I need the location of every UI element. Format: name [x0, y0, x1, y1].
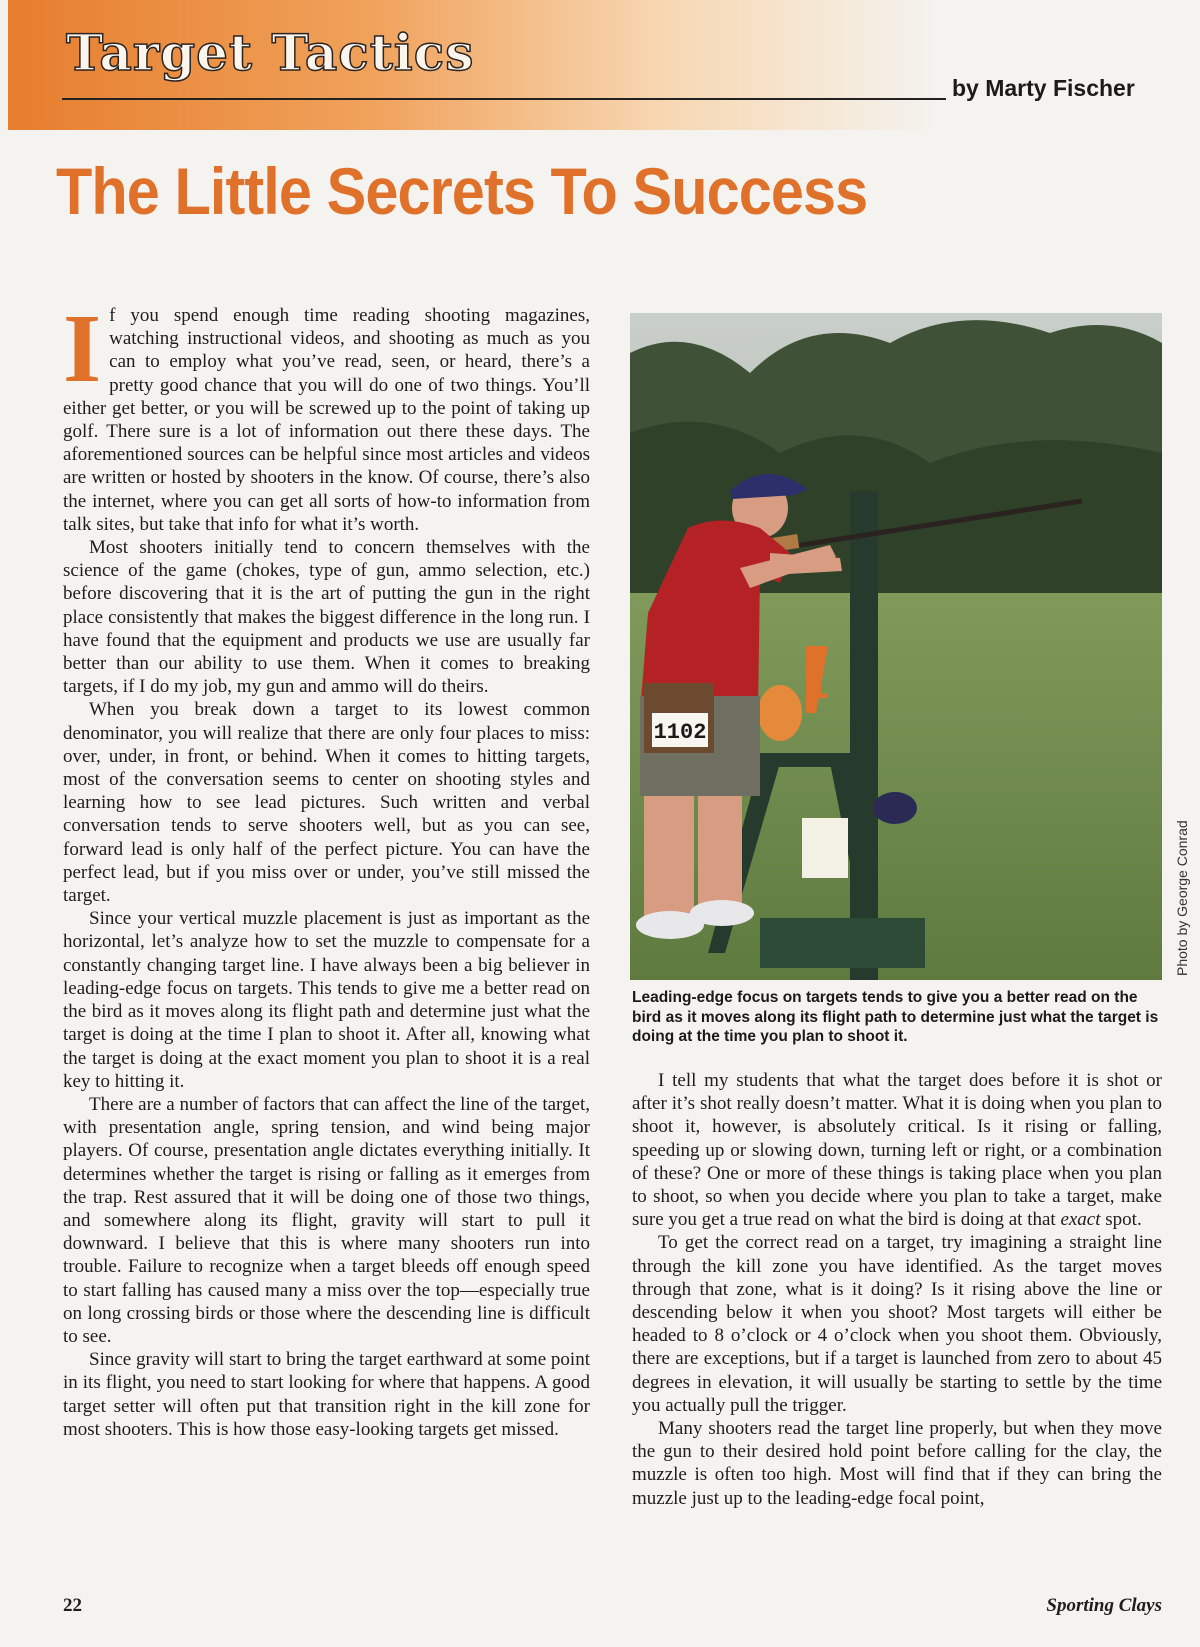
photo-credit: Photo by George Conrad [1174, 820, 1190, 976]
article-left-column [63, 295, 590, 1441]
article-paragraph: Most shooters initially tend to concern themselves with the science of the game (chokes, type of gun, ammo selection, etc.) before discovering that it is the art of putting the gun in the right place consistently that makes the biggest difference in the long run. I have found that the equipment and products we use are usually far better than our ability to use them. When it comes to breaking targets, if I do my job, my gun and ammo will do theirs. [63, 537, 590, 698]
article-paragraph [632, 1069, 1162, 1231]
article-paragraph: When you break down a target to its lowest common denominator, you will realize that there are only four places to miss: over, under, in front, or behind. When it comes to hitting targets, most of the conversation seems to center on shooting styles and learning how to see lead pictures. Such written and verbal conversation tends to serve shooters well, but as you can see, forward lead is only half of the perfect picture. You can have the perfect lead, but if you miss over or under, you’ve still missed the target. [63, 699, 590, 907]
article-right-column [632, 1069, 1162, 1510]
station-number: 1 [804, 659, 830, 708]
paragraph-text: I tell my students that what the target does before it is shot or after it’s shot really doesn’t matter. What it is doing when you plan to shoot it, however, is absolutely critical. Is it rising or falling, speeding up or slowing down, turning left or right, or a combination of these? One or more of these things is taking place when you plan to shoot, so when you decide where you plan to take a target, make sure you get a true read on what the bird is doing at that [632, 1070, 1162, 1231]
paragraph-text: f you spend enough time reading shooting magazines, watching instructional videos, and shooting as much as you can to employ what you’ve read, seen, or heard, there’s a pretty good chance that you will do one of two things. You’ll either get better, or you will be screwed up to the point of taking up golf. There sure is a lot of information out there these days. The aforementioned sources can be helpful since most articles and videos are written or hosted by shooters in the know. Of course, there’s also the internet, where you can get all sorts of how-to information from talk sites, but take that info for what it’s worth. [63, 305, 590, 535]
page-number: 22 [63, 1595, 82, 1616]
article-paragraph: There are a number of factors that can affect the line of the target, with presentation angle, spring tension, and wind being major players. Of course, presentation angle dictates everything initially. It determines whether the target is rising or falling as it emerges from the trap. Rest assured that it will be doing one of those two things, and somewhere along its flight, gravity will start to pull it downward. I believe that this is where many shooters run into trouble. Failure to recognize when a target bleeds off enough speed to start falling has caused many a miss over the top—especially true on long crossing birds or those where the descending line is difficult to see. [63, 1093, 590, 1347]
shooter-photo-illustration [630, 313, 1162, 980]
byline: by Marty Fischer [952, 75, 1135, 101]
bib-number: 1102 [653, 720, 707, 745]
magazine-name: Sporting Clays [1046, 1595, 1162, 1616]
article-paragraph: To get the correct read on a target, try imagining a straight line through the kill zone you have identified. As the target moves through that zone, what is it doing? Is it rising above the line or descending below it when you shoot? Most targets will either be headed to 8 o’clock or 4 o’clock when you shoot them. Obviously, there are exceptions, but if a target is launched from zero to about 45 degrees in elevation, it will usually be starting to settle by the time you actually pull the trigger. [632, 1232, 1162, 1416]
article-paragraph [63, 295, 590, 536]
italic-word: exact [1060, 1209, 1101, 1231]
article-paragraph: Many shooters read the target line properly, but when they move the gun to their desired hold point before calling for the clay, the muzzle is often too high. Most will find that if they can bring the muzzle just up to the leading-edge focal point, [632, 1418, 1162, 1509]
photo-caption: Leading-edge focus on targets tends to give you a better read on the bird as it moves along its flight path to determine just what the target is doing at the time you plan to shoot it. [632, 989, 1159, 1045]
shooter-photo [630, 313, 1162, 980]
article-paragraph: Since your vertical muzzle placement is just as important as the horizontal, let’s analyze how to set the muzzle to compensate for a constantly changing target line. I have always been a big believer in leading-edge focus on targets. This tends to give me a better read on the bird as it moves along its flight path and determine just what the target is doing at the time I plan to shoot it. After all, knowing what the target is doing at the exact moment you plan to shoot it is a real key to hitting it. [63, 908, 590, 1092]
drop-cap: I [63, 295, 102, 403]
paragraph-text: spot. [1100, 1209, 1142, 1231]
article-paragraph: Since gravity will start to bring the target earthward at some point in its flight, you need to start looking for where that happens. A good target setter will often put that transition right in the kill zone for most shooters. This is how those easy-looking targets get missed. [63, 1349, 590, 1440]
headline: The Little Secrets To Success [56, 154, 868, 228]
header-rule [62, 98, 946, 100]
column-title: Target Tactics [66, 23, 475, 82]
